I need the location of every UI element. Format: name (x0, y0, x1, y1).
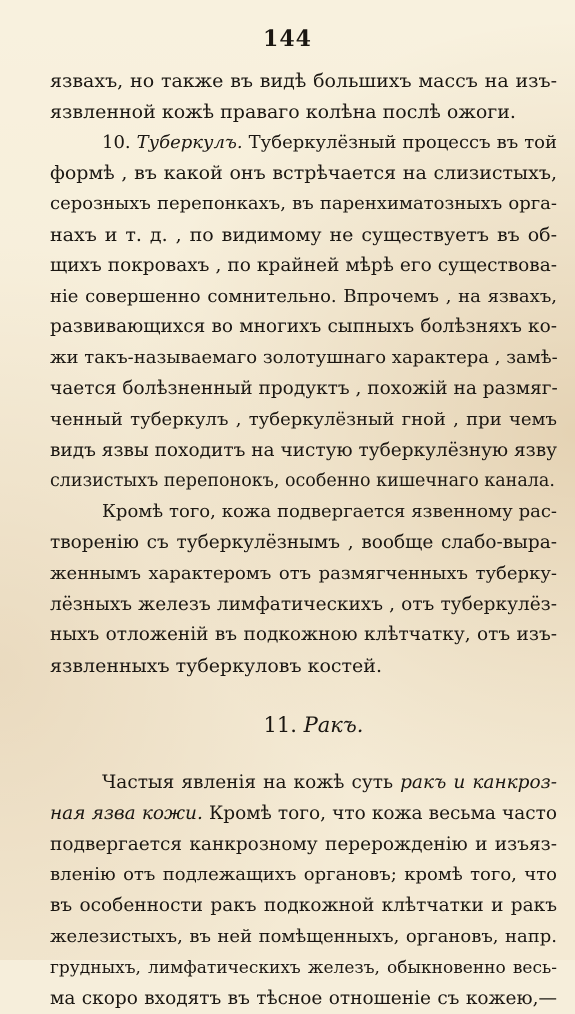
section-10-first-line (50, 128, 557, 159)
italic-term: ракъ и канкроз- (400, 771, 558, 793)
text-line: язвахъ, но также въ видѣ большихъ массъ на изъ- (50, 70, 557, 92)
text-line: язвленныхъ туберкуловъ костей. (50, 655, 382, 678)
text-line: нахъ и т. д. , по видимому не существуетъ въ об- (50, 223, 557, 246)
italic-term: ная язва кожи. (50, 802, 203, 824)
text-line: чается болѣзненный продуктъ , похожій на размяг- (50, 377, 558, 399)
section-11-heading (50, 696, 557, 754)
text-line (50, 799, 557, 830)
section-title: Туберкулъ. (136, 131, 243, 153)
text-line: лёзныхъ железъ лимфатическихъ , отъ туберкулёз- (50, 593, 557, 615)
text-line: видъ язвы походитъ на чистую туберкулёзную язву (50, 439, 558, 461)
text-line: грудныхъ, лимфатическихъ железъ, обыкновенно весь- (50, 957, 557, 978)
text-run: Туберкулёзный процессъ въ той (242, 131, 557, 153)
text-line: ніе совершенно сомнительно. Впрочемъ , на язвахъ, (50, 285, 557, 307)
text-line: ченный туберкулъ , туберкулёзный гной , при чемъ (50, 408, 557, 430)
text-line: женнымъ характеромъ отъ размягченныхъ туберку- (50, 562, 557, 584)
text-line: язвленной кожѣ праваго колѣна послѣ ожоги. (50, 100, 516, 123)
text-line: железистыхъ, въ ней помѣщенныхъ, органовъ, напр. (50, 925, 557, 947)
text-line: щихъ покровахъ , по крайней мѣрѣ его существова- (50, 254, 557, 276)
page-number: 144 (263, 26, 312, 52)
text-line: формѣ , въ какой онъ встрѣчается на слизистыхъ, (50, 162, 557, 185)
text-line: слизистыхъ перепонокъ, особенно кишечнаго канала. (50, 471, 555, 492)
text-line: жи такъ-называемаго золотушнаго характера , замѣ- (50, 347, 558, 369)
text-line: ма скоро входятъ въ тѣсное отношеніе съ кожею,— (50, 987, 557, 1009)
spacer (50, 682, 557, 696)
text-line: серозныхъ перепонкахъ, въ паренхиматозныхъ орга- (50, 193, 557, 215)
text-line (50, 768, 557, 799)
text-line: въ особенности ракъ подкожной клѣтчатки и ракъ (50, 895, 557, 917)
text-run: Частыя явленія на кожѣ суть (102, 771, 401, 793)
section-number: 11. (263, 712, 297, 737)
section-number: 10. (102, 131, 131, 153)
text-line: творенію съ туберкулёзнымъ , вообще слабо-выра- (50, 531, 557, 553)
text-line: вленію отъ подлежащихъ органовъ; кромѣ того, что (50, 864, 557, 886)
text-line: ныхъ отложеній въ подкожною клѣтчатку, отъ изъ- (50, 624, 557, 646)
spacer (50, 754, 557, 768)
section-title: Ракъ. (303, 712, 364, 737)
text-run: Кромѣ того, что кожа весьма часто (202, 802, 558, 824)
text-line: Кромѣ того, кожа подвергается язвенному рас- (102, 501, 557, 523)
text-line: подвергается канкрозному перерожденію и изъяз- (50, 833, 557, 855)
body-text (50, 66, 557, 1014)
text-line: развивающихся во многихъ сыпныхъ болѣзняхъ ко- (50, 316, 557, 338)
